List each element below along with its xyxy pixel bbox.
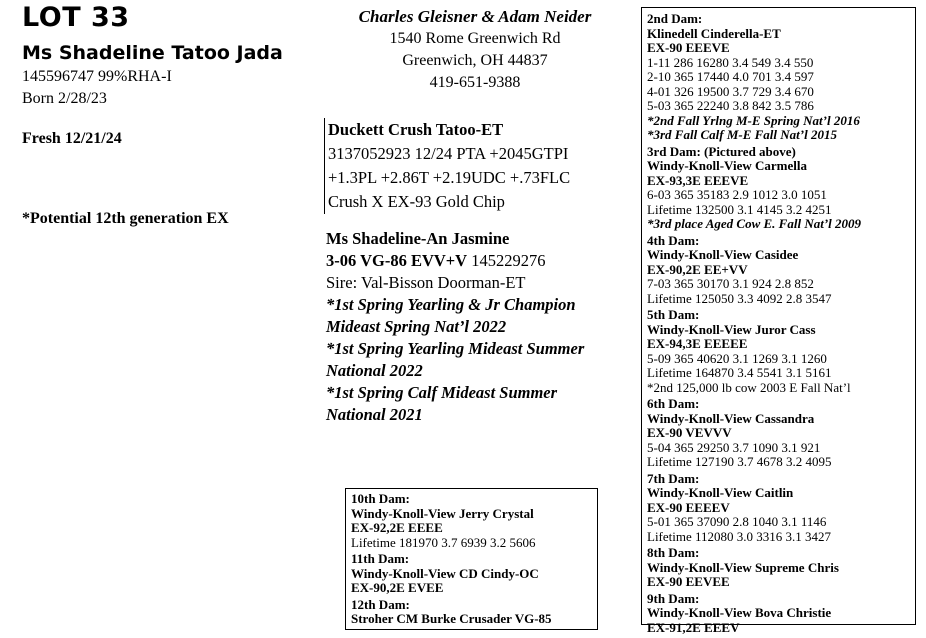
pedigree-bottom-box [345,488,598,630]
registration-number: 145596747 99%RHA-I [22,68,172,85]
production-record: Lifetime 132500 3.1 4145 3.2 4251 [647,201,832,217]
fresh-date: Fresh 12/21/24 [22,130,122,147]
production-record: 1-11 286 16280 3.4 549 3.4 550 [647,54,814,70]
classification: EX-90 VEVVV [647,425,732,440]
dam-name: Windy-Knoll-View Carmella [647,158,807,173]
owner-block [322,6,628,94]
classification: EX-90 EEEVE [647,40,730,55]
classification: EX-90 EEEEV [647,499,730,515]
generation-label: 11th Dam: [351,551,410,566]
production-record: Lifetime 164870 3.4 5541 3.1 5161 [647,365,832,380]
owner-address-line1: 1540 Rome Greenwich Rd [389,30,561,47]
pedigree-box [641,7,916,635]
generation-label: 10th Dam: [351,491,410,506]
generation-label: 8th Dam: [647,545,700,560]
dam-award-line: National 2022 [326,361,423,380]
classification: EX-94,3E EEEEE [647,336,748,351]
award-line: *3rd place Aged Cow E. Fall Nat’l 2009 [647,216,862,231]
animal-name: Ms Shadeline Tatoo Jada [22,42,283,64]
dam-awards [326,294,626,426]
pedigree-generation [647,234,915,307]
dam-name: Windy-Knoll-View Cassandra [647,410,815,426]
dam-name: Windy-Knoll-View Bova Christie [647,605,832,620]
owner-phone: 419-651-9388 [429,74,521,91]
sire-name: Duckett Crush Tatoo-ET [328,120,504,139]
production-record: 5-09 365 40620 3.1 1269 3.1 1260 [647,350,827,366]
pedigree-generation [647,308,915,395]
classification: EX-92,2E EEEE [351,520,443,535]
production-record: 2-10 365 17440 4.0 701 3.4 597 [647,69,814,84]
pedigree-generation [647,592,915,636]
dam-award-line: Mideast Spring Nat’l 2022 [326,317,507,336]
generation-label: 9th Dam: [647,590,700,606]
generation-label: 4th Dam: [647,232,700,248]
production-record: 5-04 365 29250 3.7 1090 3.1 921 [647,439,821,455]
classification: EX-90,2E EE+VV [647,261,748,277]
production-record: Lifetime 181970 3.7 6939 3.2 5606 [351,534,536,550]
generation-label: 2nd Dam: [647,11,703,26]
pedigree-generation [351,492,597,550]
classification: EX-91,2E EEEV [647,619,740,635]
owner-names: Charles Gleisner & Adam Neider [358,7,592,26]
production-record: 7-03 365 30170 3.1 924 2.8 852 [647,276,814,291]
dam-name: Windy-Knoll-View Supreme Chris [647,559,839,575]
dam-name: Ms Shadeline-An Jasmine [326,229,510,248]
production-record: 6-03 365 35183 2.9 1012 3.0 1051 [647,187,827,202]
production-record: Lifetime 127190 3.7 4678 3.2 4095 [647,454,832,469]
dam-award-line: *1st Spring Yearling Mideast Summer [326,339,585,358]
dam-award-line: *1st Spring Yearling & Jr Champion [326,295,576,314]
generation-label: 6th Dam: [647,396,700,411]
dam-name: Windy-Knoll-View Casidee [647,247,799,262]
dam-block [326,228,626,426]
dam-name: Stroher CM Burke Crusader VG-85 [351,611,552,626]
sire-line: Crush X EX-93 Gold Chip [328,192,505,211]
dam-registration: 145229276 [471,251,546,270]
dam-class-line [326,250,626,272]
pedigree-generation [351,552,597,596]
generation-label: 12th Dam: [351,596,410,612]
dam-classification: 3-06 VG-86 EVV+V [326,251,468,270]
classification: EX-90 EEVEE [647,574,730,589]
dam-name: Windy-Knoll-View CD Cindy-OC [351,565,539,581]
production-record: 4-01 326 19500 3.7 729 3.4 670 [647,83,814,99]
generation-label: 5th Dam: [647,307,700,322]
award-line: *3rd Fall Calf M-E Fall Nat’l 2015 [647,127,837,142]
production-record: 5-01 365 37090 2.8 1040 3.1 1146 [647,514,827,529]
sire-line: 3137052923 12/24 PTA +2045GTPI [328,144,569,163]
owner-address-line2: Greenwich, OH 44837 [402,52,548,69]
classification: EX-93,3E EEEVE [647,172,749,188]
production-record: Lifetime 125050 3.3 4092 2.8 3547 [647,290,832,306]
pedigree-generation [351,598,597,627]
dam-name: Windy-Knoll-View Jerry Crystal [351,505,534,521]
production-record: 5-03 365 22240 3.8 842 3.5 786 [647,98,814,113]
dam-name: Klinedell Cinderella-ET [647,25,781,41]
pedigree-generation [647,546,915,590]
potential-note: *Potential 12th generation EX [22,210,229,227]
lot-title: LOT 33 [22,2,130,33]
sire-line: +1.3PL +2.86T +2.19UDC +.73FLC [328,168,571,187]
pedigree-generation [647,145,915,232]
production-record: Lifetime 112080 3.0 3316 3.1 3427 [647,528,832,544]
pedigree-generation [647,397,915,470]
pedigree-generation [647,12,915,143]
note-line: *2nd 125,000 lb cow 2003 E Fall Nat’l [647,379,851,395]
classification: EX-90,2E EVEE [351,580,444,595]
pedigree-generation [647,472,915,545]
dam-sire: Sire: Val-Bisson Doorman-ET [326,273,526,292]
dam-award-line: National 2021 [326,405,423,424]
dam-name: Windy-Knoll-View Caitlin [647,485,794,500]
generation-label: 7th Dam: [647,470,700,486]
dam-name: Windy-Knoll-View Juror Cass [647,321,816,337]
award-line: *2nd Fall Yrlng M-E Spring Nat’l 2016 [647,112,860,128]
sire-block [324,118,618,214]
birth-date: Born 2/28/23 [22,90,107,107]
dam-award-line: *1st Spring Calf Mideast Summer [326,383,558,402]
generation-label: 3rd Dam: (Pictured above) [647,143,796,159]
